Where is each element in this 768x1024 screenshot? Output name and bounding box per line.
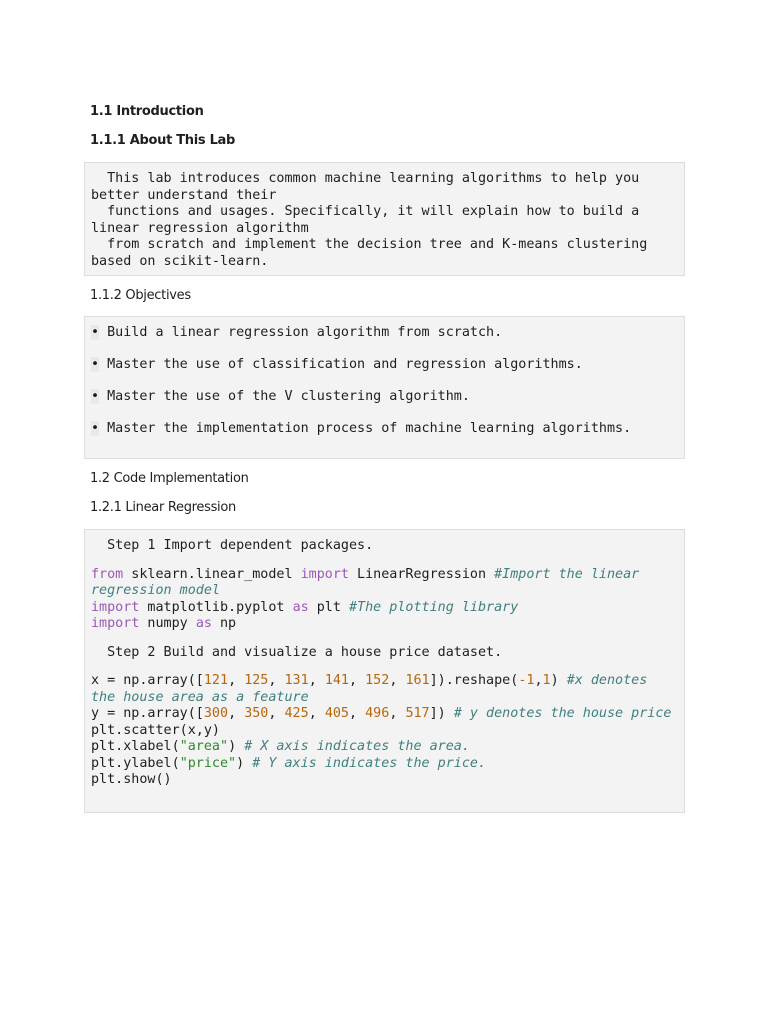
bullet-icon: • xyxy=(91,325,100,340)
code-line-show: plt.show() xyxy=(91,772,172,787)
objective-item xyxy=(91,357,678,374)
objectives-block xyxy=(84,316,685,459)
number: 152 xyxy=(365,673,390,688)
keyword: as xyxy=(292,599,309,615)
number: 1 xyxy=(542,673,551,688)
about-text: This lab introduces common machine learning algorithms to help you better understand their functions and usages. Specifically, it will explain how to build a linear regression algorithm from scratch and implement the decision tree and K-means clustering based on scikit-learn. xyxy=(91,171,648,269)
code-line-xlabel xyxy=(91,739,678,756)
code-line-import-matplotlib xyxy=(91,600,678,617)
objective-text: Build a linear regression algorithm from scratch. xyxy=(107,325,503,340)
number: 121 xyxy=(203,673,229,688)
code-text: x = np.array([ xyxy=(91,673,204,688)
code-line-import-sklearn xyxy=(91,567,678,600)
alias: plt xyxy=(308,599,349,615)
code-text: y = np.array([ xyxy=(91,706,204,721)
objective-item xyxy=(91,389,678,406)
module-name: sklearn.linear_model xyxy=(123,566,301,582)
module-name: numpy xyxy=(139,616,196,631)
code-text: ]) xyxy=(429,706,454,721)
module-name: matplotlib.pyplot xyxy=(139,599,293,615)
code-line-ylabel xyxy=(91,756,678,773)
number: 141 xyxy=(324,673,349,688)
code-line-y-array: y = np.array([300, 350, 425, 405, 496, 517]) # y denotes the house price xyxy=(91,706,672,721)
number: 517 xyxy=(405,706,430,721)
section-heading-about-this-lab: 1.1.1 About This Lab xyxy=(90,133,236,148)
objective-item xyxy=(91,421,678,438)
bullet-icon: • xyxy=(91,357,100,372)
number: 405 xyxy=(324,706,349,721)
objective-text: Master the use of classification and regression algorithms. xyxy=(107,357,583,372)
class-name: LinearRegression xyxy=(349,566,495,582)
number: 425 xyxy=(284,706,309,721)
code-text: ) xyxy=(550,673,567,688)
number: 131 xyxy=(284,673,309,688)
objective-text: Master the implementation process of machine learning algorithms. xyxy=(107,421,632,436)
code-comment: # y denotes the house price xyxy=(453,706,672,721)
number: 300 xyxy=(203,706,229,721)
string-literal: "price" xyxy=(179,755,237,771)
code-text: plt.ylabel( xyxy=(91,755,180,771)
section-heading-linear-regression: 1.2.1 Linear Regression xyxy=(90,500,236,515)
code-comment: #The plotting library xyxy=(349,599,519,615)
number: 161 xyxy=(405,673,430,688)
code-line-scatter: plt.scatter(x,y) xyxy=(91,722,220,738)
code-block xyxy=(84,529,685,813)
code-line-import-numpy xyxy=(91,616,678,633)
objective-text: Master the use of the V clustering algorithm. xyxy=(107,389,470,404)
keyword: as xyxy=(195,616,212,631)
number: 350 xyxy=(244,706,269,721)
code-comment: #Import the linear regression model xyxy=(91,566,648,598)
section-heading-objectives: 1.1.2 Objectives xyxy=(90,288,191,303)
keyword: import xyxy=(91,599,140,615)
number: 125 xyxy=(244,673,269,688)
objective-item xyxy=(91,325,678,342)
code-line-x-array: x = np.array([121, 125, 131, 141, 152, 161]).reshape(-1,1) #x denotes the house area as a feature xyxy=(91,673,656,705)
code-comment: # X axis indicates the area. xyxy=(244,739,470,754)
code-comment: #x denotes the house area as a feature xyxy=(91,673,656,705)
code-text: plt.xlabel( xyxy=(91,739,180,754)
string-literal: "area" xyxy=(179,739,229,754)
section-heading-introduction: 1.1 Introduction xyxy=(90,104,204,119)
code-text: ]).reshape( xyxy=(429,673,519,688)
step-2-label: Step 2 Build and visualize a house price dataset. xyxy=(91,644,503,660)
number: -1 xyxy=(518,673,535,688)
code-text: ) xyxy=(228,739,245,754)
keyword: from xyxy=(91,566,124,582)
keyword: import xyxy=(91,616,140,631)
alias: np xyxy=(211,616,237,631)
keyword: import xyxy=(300,566,349,582)
about-text-block xyxy=(84,162,685,276)
number: 496 xyxy=(365,706,390,721)
bullet-icon: • xyxy=(91,389,100,404)
bullet-icon: • xyxy=(91,421,100,436)
code-text: ) xyxy=(236,755,253,771)
step-1-label: Step 1 Import dependent packages. xyxy=(91,538,374,553)
section-heading-code-implementation: 1.2 Code Implementation xyxy=(90,471,249,486)
code-comment: # Y axis indicates the price. xyxy=(252,755,487,771)
